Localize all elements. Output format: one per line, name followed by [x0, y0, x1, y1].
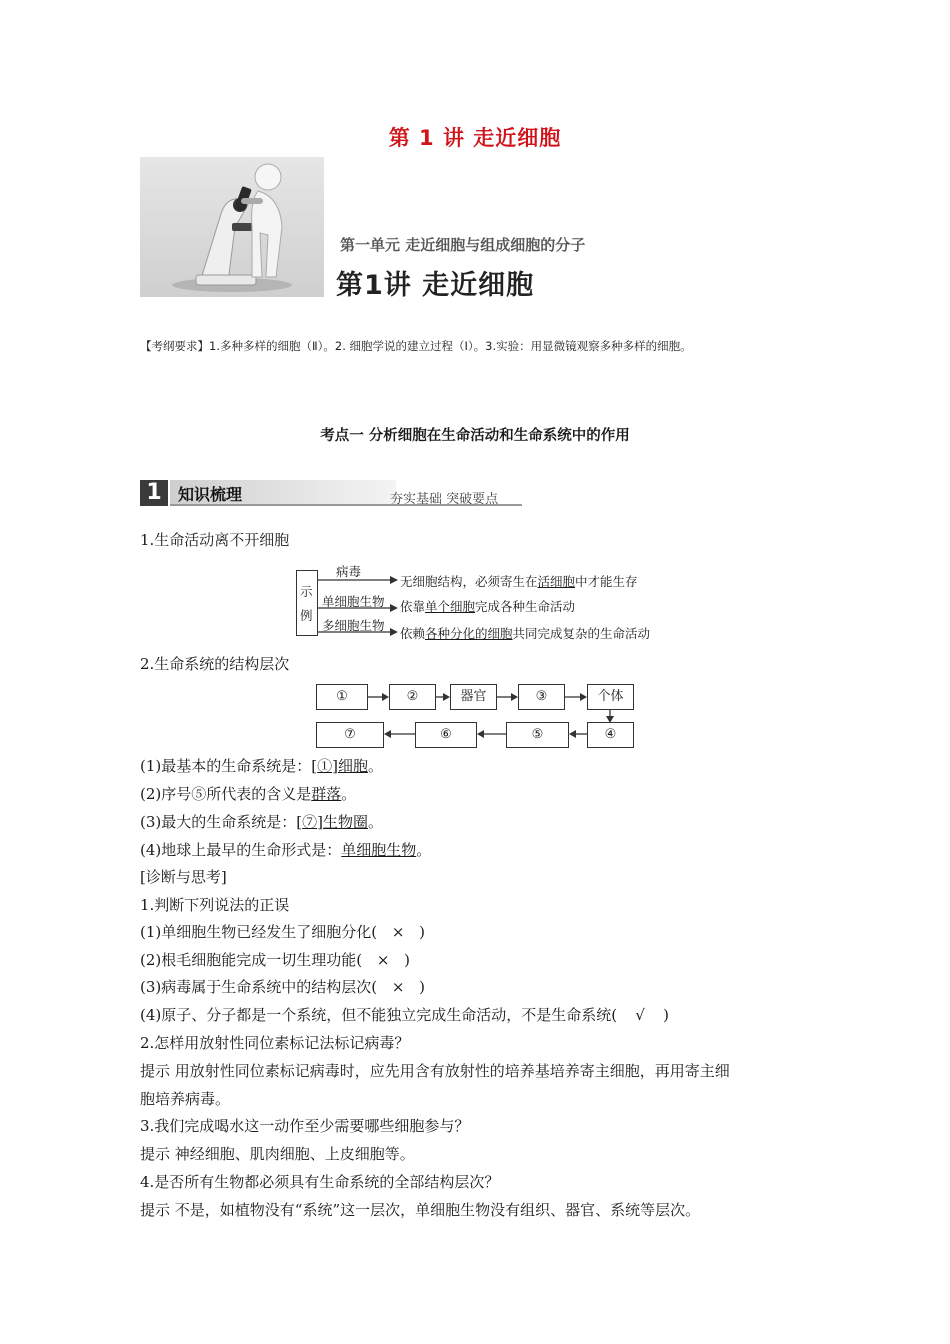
lecture-title: 第1讲 走近细胞 — [336, 270, 535, 301]
answer-text: 。 — [416, 841, 432, 859]
section-heading-bg — [170, 480, 396, 506]
diagnosis-heading: [诊断与思考] — [140, 868, 227, 886]
example-bracket — [296, 570, 318, 636]
hint-2-line-2: 胞培养病毒。 — [140, 1090, 231, 1108]
item1-title: 1.生命活动离不开细胞 — [140, 531, 290, 549]
bracket-char-2: 例 — [300, 608, 313, 623]
answer-4 — [140, 840, 431, 860]
example-desc-virus — [400, 572, 638, 590]
examples-diagram — [296, 562, 656, 644]
lecture-banner — [140, 157, 812, 301]
level-box-6: ⑥ — [415, 722, 477, 748]
answer-underline: 细胞 — [337, 757, 368, 775]
desc-underline: 单个细胞 — [425, 599, 476, 614]
desc-text: 依靠 — [400, 599, 426, 614]
answer-text: ] — [332, 757, 338, 775]
answer-1 — [140, 756, 383, 776]
cross-mark: × — [376, 951, 390, 969]
judgement-2 — [140, 950, 410, 970]
judgement-4 — [140, 1005, 669, 1025]
key-point-title: 考点一 分析细胞在生命活动和生命系统中的作用 — [320, 428, 630, 444]
answer-underline: 单细胞生物 — [341, 841, 417, 859]
judgement-text: ) — [419, 923, 425, 941]
example-desc-unicellular — [400, 597, 575, 615]
level-box-7: ⑦ — [316, 722, 384, 748]
answer-text: 。 — [341, 785, 357, 803]
level-box-2: ② — [389, 684, 436, 710]
section-heading: 知识梳理 — [178, 485, 243, 504]
answer-text: 。 — [368, 757, 384, 775]
judgement-3 — [140, 977, 425, 997]
desc-text: 共同完成复杂的生命活动 — [512, 626, 651, 641]
example-label-multicellular: 多细胞生物 — [322, 618, 385, 633]
desc-text: 无细胞结构，必须寄生在 — [400, 574, 538, 589]
answer-underline: 群落 — [311, 785, 342, 803]
desc-text: 依赖 — [400, 626, 426, 641]
example-label-virus: 病毒 — [336, 564, 362, 579]
answer-text: (4)地球上最早的生命形式是： — [140, 841, 342, 859]
section-header — [140, 480, 522, 506]
question-1: 1.判断下列说法的正误 — [140, 896, 290, 914]
section-number: 1 — [140, 480, 168, 506]
desc-text: 完成各种生命活动 — [475, 599, 576, 614]
hint-4: 提示 不是，如植物没有“系统”这一层次，单细胞生物没有组织、器官、系统等层次。 — [140, 1201, 701, 1219]
judgement-text: (3)病毒属于生命系统中的结构层次( — [140, 978, 378, 996]
unit-title: 第一单元 走近细胞与组成细胞的分子 — [340, 236, 586, 254]
level-box-3: ③ — [518, 684, 565, 710]
judgement-text: ) — [663, 1006, 669, 1024]
check-mark: √ — [635, 1006, 645, 1024]
answer-text: (2)序号⑤所代表的含义是 — [140, 785, 312, 803]
answer-3 — [140, 812, 383, 832]
page-title: 第 1 讲 走近细胞 — [388, 126, 562, 150]
judgement-text: (4)原子、分子都是一个系统，但不能独立完成生命活动，不是生命系统( — [140, 1006, 618, 1024]
answer-underline: 生物圈 — [322, 813, 368, 831]
answer-text: 。 — [368, 813, 384, 831]
hint-2-line-1: 提示 用放射性同位素标记病毒时，应先用含有放射性的培养基培养寄主细胞，再用寄主细 — [140, 1062, 730, 1080]
judgement-text: (2)根毛细胞能完成一切生理功能( — [140, 951, 363, 969]
cross-mark: × — [391, 978, 405, 996]
bracket-char-1: 示 — [300, 584, 313, 599]
example-desc-multicellular — [400, 624, 650, 642]
answer-text: (3)最大的生命系统是：[ — [140, 813, 303, 831]
hierarchy-diagram — [316, 684, 636, 748]
desc-underline: 活细胞 — [537, 574, 576, 589]
judgement-1 — [140, 922, 425, 942]
judgement-text: (1)单细胞生物已经发生了细胞分化( — [140, 923, 378, 941]
desc-underline: 各种分化的细胞 — [425, 626, 513, 641]
judgement-text: ) — [404, 951, 410, 969]
question-4: 4.是否所有生物都必须具有生命系统的全部结构层次？ — [140, 1173, 500, 1191]
section-subtitle: 夯实基础 突破要点 — [390, 492, 499, 507]
desc-text: 中才能生存 — [575, 574, 638, 589]
answer-text: (1)最基本的生命系统是：[ — [140, 757, 318, 775]
level-box-organ: 器官 — [450, 684, 497, 710]
answer-mark: ⑦ — [302, 813, 318, 831]
item2-title: 2.生命系统的结构层次 — [140, 655, 290, 673]
question-3: 3.我们完成喝水这一动作至少需要哪些细胞参与？ — [140, 1117, 470, 1135]
microscope-figure-image — [140, 157, 324, 297]
level-box-4: ④ — [587, 722, 634, 748]
syllabus-requirements: 【考纲要求】1.多种多样的细胞（Ⅱ）。2. 细胞学说的建立过程（Ⅰ）。3.实验：用显微镜观察多种多样的细胞。 — [140, 339, 692, 353]
answer-2 — [140, 784, 356, 804]
judgement-text: ) — [419, 978, 425, 996]
level-box-individual: 个体 — [587, 684, 634, 710]
example-arrows — [318, 562, 398, 644]
answer-text: ] — [317, 813, 323, 831]
cross-mark: × — [391, 923, 405, 941]
level-box-1: ① — [316, 684, 368, 710]
level-box-5: ⑤ — [506, 722, 569, 748]
question-2: 2.怎样用放射性同位素标记法标记病毒？ — [140, 1034, 410, 1052]
example-label-unicellular: 单细胞生物 — [322, 594, 385, 609]
hint-3: 提示 神经细胞、肌肉细胞、上皮细胞等。 — [140, 1145, 415, 1163]
answer-mark: ① — [317, 757, 333, 775]
